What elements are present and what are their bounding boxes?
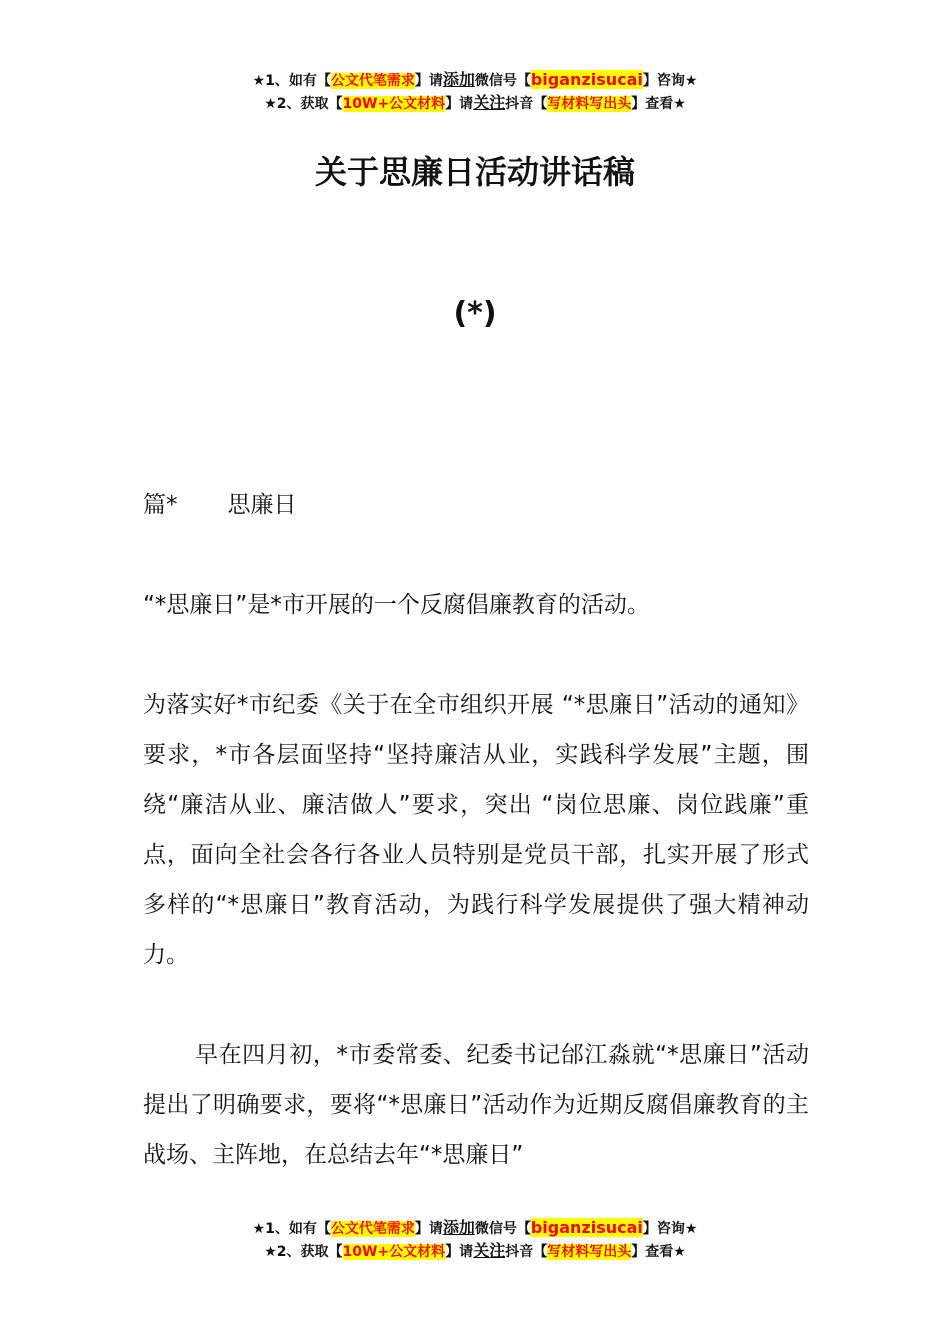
banner-line-1 [0, 69, 950, 92]
paragraph: 早在四月初，*市委常委、纪委书记邰江淼就“*思廉日”活动提出了明确要求，要将“*思廉日”活动作为近期反腐倡廉教育的主战场、主阵地，在总结去年“*思廉日” [143, 1042, 809, 1168]
banner-text: ★1、如有【 [252, 73, 331, 89]
banner-text: ★1、如有【 [252, 1221, 331, 1237]
banner-highlight: 公文代笔需求 [330, 73, 415, 89]
banner-text: ★2、获取【 [264, 1244, 343, 1260]
banner-text: 】查看★ [631, 1244, 686, 1260]
header-banner [0, 69, 950, 115]
banner-text: 】咨询★ [642, 73, 698, 89]
section-label: 篇* [143, 492, 178, 518]
banner-highlight: biganzisucai [530, 70, 643, 89]
banner-text: 】请 [445, 96, 474, 112]
banner-underlined-text: 添加 [442, 70, 475, 89]
document-subtitle: (*) [453, 296, 497, 331]
section-heading [143, 480, 809, 530]
banner-underlined-text: 关注 [473, 1241, 506, 1260]
banner-line-1 [0, 1217, 950, 1240]
banner-text: 】查看★ [631, 96, 686, 112]
banner-text: 微信号【 [474, 73, 531, 89]
banner-text: 抖音【 [505, 1244, 548, 1260]
banner-highlight: 10W+公文材料 [342, 96, 446, 112]
section-title: 思廉日 [227, 492, 297, 518]
banner-highlight: 公文代笔需求 [330, 1221, 415, 1237]
banner-highlight: biganzisucai [530, 1218, 643, 1237]
banner-text: 】请 [414, 73, 443, 89]
banner-highlight: 写材料写出头 [547, 96, 632, 112]
banner-text: ★2、获取【 [264, 96, 343, 112]
footer-banner [0, 1217, 950, 1263]
document-title: 关于思廉日活动讲话稿 [314, 153, 635, 191]
banner-underlined-text: 关注 [473, 93, 506, 112]
banner-underlined-text: 添加 [442, 1218, 475, 1237]
banner-text: 】咨询★ [642, 1221, 698, 1237]
banner-text: 】请 [414, 1221, 443, 1237]
banner-highlight: 写材料写出头 [547, 1244, 632, 1260]
banner-line-2 [0, 92, 950, 115]
banner-text: 微信号【 [474, 1221, 531, 1237]
banner-text: 】请 [445, 1244, 474, 1260]
banner-line-2 [0, 1240, 950, 1263]
paragraph: “*思廉日”是*市开展的一个反腐倡廉教育的活动。 [143, 592, 650, 618]
paragraph: 为落实好*市纪委《关于在全市组织开展 “*思廉日”活动的通知》要求，*市各层面坚持“坚持廉洁从业，实践科学发展”主题，围绕“廉洁从业、廉洁做人”要求，突出 “岗位思廉、岗位践廉”重点，面向全社会各行各业人员特别是党员干部，扎实开展了形式多样的“*思廉日”教育活动，为践行科学发展提供了强大精神动力。 [143, 692, 809, 968]
banner-highlight: 10W+公文材料 [342, 1244, 446, 1260]
banner-text: 抖音【 [505, 96, 548, 112]
